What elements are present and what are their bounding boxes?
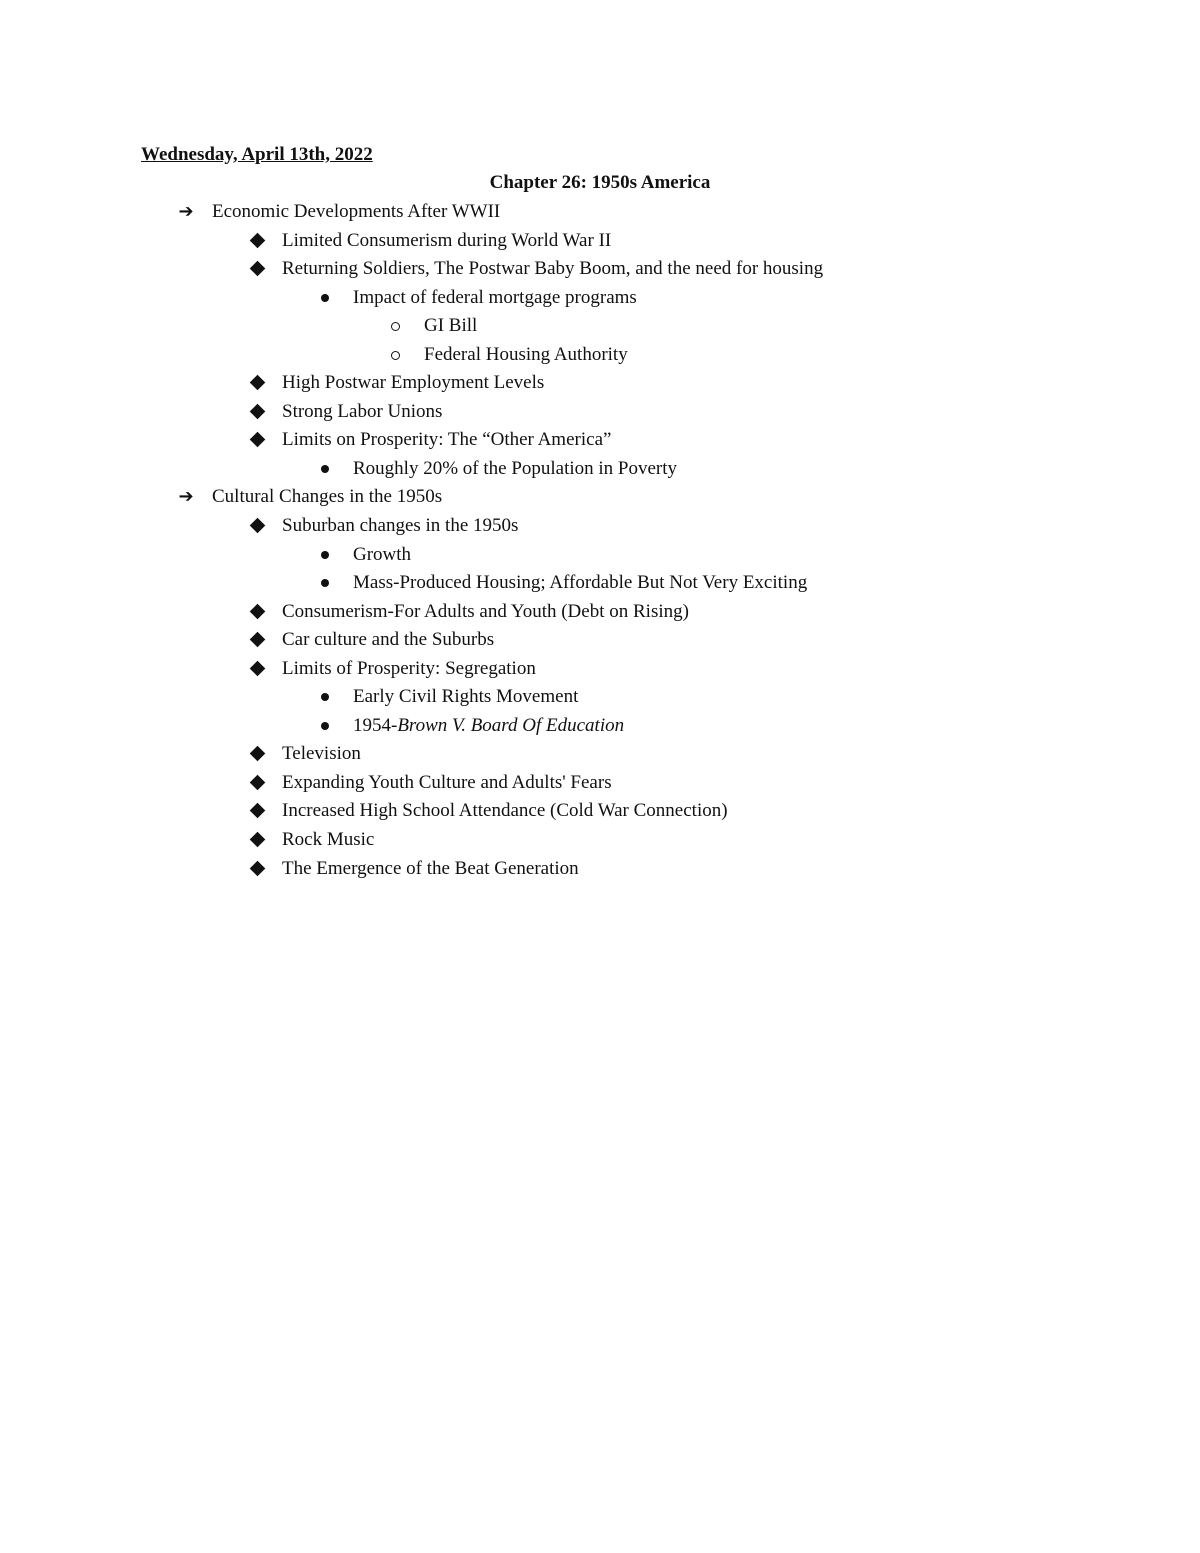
outline-item-text	[353, 685, 578, 709]
dot-icon	[315, 685, 335, 709]
outline-item-level-1	[0, 200, 1200, 229]
outline-item-plain-text: Strong Labor Unions	[282, 400, 443, 422]
outline-item-text	[353, 571, 807, 595]
outline-item-text	[282, 742, 361, 766]
outline-item-plain-text: Limits on Prosperity: The “Other America”	[282, 429, 612, 451]
circle-icon	[385, 343, 405, 369]
outline-item-text	[282, 371, 544, 395]
outline-item-text	[282, 799, 728, 823]
arrow-icon: ➔	[178, 201, 194, 222]
diamond-icon	[247, 771, 267, 795]
diamond-icon	[247, 428, 267, 452]
outline-item-level-3	[0, 714, 1200, 743]
outline-item-level-3	[0, 457, 1200, 486]
outline-item-level-2	[0, 400, 1200, 429]
outline-item-plain-text: Roughly 20% of the Population in Poverty	[353, 457, 678, 479]
outline-item-level-3	[0, 543, 1200, 572]
diamond-icon	[247, 600, 267, 624]
outline-item-text	[353, 457, 677, 481]
outline-item-plain-text: Expanding Youth Culture and Adults' Fears	[282, 771, 612, 793]
outline-item-plain-text: The Emergence of the Beat Generation	[282, 857, 579, 879]
outline-item-plain-text: 1954-	[353, 714, 398, 736]
outline-item-plain-text: Car culture and the Suburbs	[282, 629, 495, 651]
outline-item-plain-text: Consumerism-For Adults and Youth (Debt on Rising)	[282, 600, 689, 622]
outline-item-plain-text: Rock Music	[282, 829, 375, 851]
outline-item-text	[212, 200, 500, 224]
chapter-title: Chapter 26: 1950s America	[489, 172, 711, 193]
outline-item-text	[282, 257, 823, 281]
outline-item-level-4	[0, 314, 1200, 343]
outline-item-text	[353, 543, 411, 567]
diamond-icon	[247, 657, 267, 681]
diamond-icon	[247, 229, 267, 253]
dot-icon	[315, 286, 335, 310]
outline-item-text	[282, 428, 611, 452]
outline-item-level-2	[0, 828, 1200, 857]
outline-item-level-2	[0, 514, 1200, 543]
outline-item-plain-text: Federal Housing Authority	[424, 343, 628, 365]
outline-item-text	[282, 857, 579, 881]
outline-item-level-4	[0, 343, 1200, 372]
outline-item-text	[282, 400, 442, 424]
diamond-icon	[247, 257, 267, 281]
outline-item-text	[424, 343, 628, 367]
outline-item-level-2	[0, 742, 1200, 771]
outline-item-text	[424, 314, 477, 338]
outline-item-level-2	[0, 257, 1200, 286]
chapter-title-wrapper	[0, 171, 1200, 195]
outline-item-plain-text: Limited Consumerism during World War II	[282, 229, 612, 251]
outline-item-text	[282, 628, 494, 652]
outline-item-plain-text: Suburban changes in the 1950s	[282, 515, 519, 537]
date-heading: Wednesday, April 13th, 2022	[141, 144, 373, 165]
outline-item-plain-text: Television	[282, 743, 361, 765]
dot-icon	[315, 714, 335, 738]
outline-item-plain-text: High Postwar Employment Levels	[282, 372, 545, 394]
outline-item-text	[282, 514, 518, 538]
outline-item-text	[353, 714, 624, 738]
dot-icon	[315, 457, 335, 481]
diamond-icon	[247, 828, 267, 852]
outline-item-plain-text: Returning Soldiers, The Postwar Baby Boom, and the need for housing	[282, 258, 824, 280]
outline-item-level-3	[0, 685, 1200, 714]
outline-item-plain-text: GI Bill	[424, 315, 478, 337]
outline-item-text	[282, 600, 689, 624]
diamond-icon	[247, 628, 267, 652]
outline-item-level-2	[0, 657, 1200, 686]
diamond-icon	[247, 400, 267, 424]
outline-item-plain-text: Limits of Prosperity: Segregation	[282, 657, 536, 679]
outline-item-plain-text: Early Civil Rights Movement	[353, 686, 579, 708]
diamond-icon	[247, 799, 267, 823]
outline-item-level-2	[0, 600, 1200, 629]
outline-item-level-2	[0, 371, 1200, 400]
outline-item-plain-text: Mass-Produced Housing; Affordable But Not Very Exciting	[353, 572, 808, 594]
outline-item-text	[282, 771, 612, 795]
outline-item-level-3	[0, 286, 1200, 315]
outline-item-text	[212, 485, 442, 509]
arrow-icon: ➔	[178, 486, 194, 508]
outline-item-level-3	[0, 571, 1200, 600]
outline-item-text	[282, 828, 374, 852]
outline-item-plain-text: Cultural Changes in the 1950s	[212, 486, 443, 508]
outline-item-plain-text: Increased High School Attendance (Cold War Connection)	[282, 800, 728, 822]
outline-item-level-2	[0, 771, 1200, 800]
outline-item-plain-text: Impact of federal mortgage programs	[353, 286, 637, 308]
outline-item-italic-text: Brown V. Board Of Education	[397, 714, 625, 736]
outline-item-text	[282, 229, 611, 253]
outline-item-level-2	[0, 229, 1200, 258]
dot-icon	[315, 571, 335, 595]
diamond-icon	[247, 514, 267, 538]
outline-item-plain-text: Economic Developments After WWII	[212, 201, 501, 222]
circle-icon	[385, 314, 405, 340]
diamond-icon	[247, 742, 267, 766]
outline-item-level-1	[0, 485, 1200, 514]
outline-item-level-2	[0, 799, 1200, 828]
outline-item-level-2	[0, 428, 1200, 457]
dot-icon	[315, 543, 335, 567]
outline-item-level-2	[0, 628, 1200, 657]
outline-item-plain-text: Growth	[353, 543, 412, 565]
outline-item-level-2	[0, 857, 1200, 886]
outline-list	[0, 200, 1200, 885]
outline-item-text	[353, 286, 637, 310]
outline-item-text	[282, 657, 536, 681]
diamond-icon	[247, 857, 267, 881]
diamond-icon	[247, 371, 267, 395]
